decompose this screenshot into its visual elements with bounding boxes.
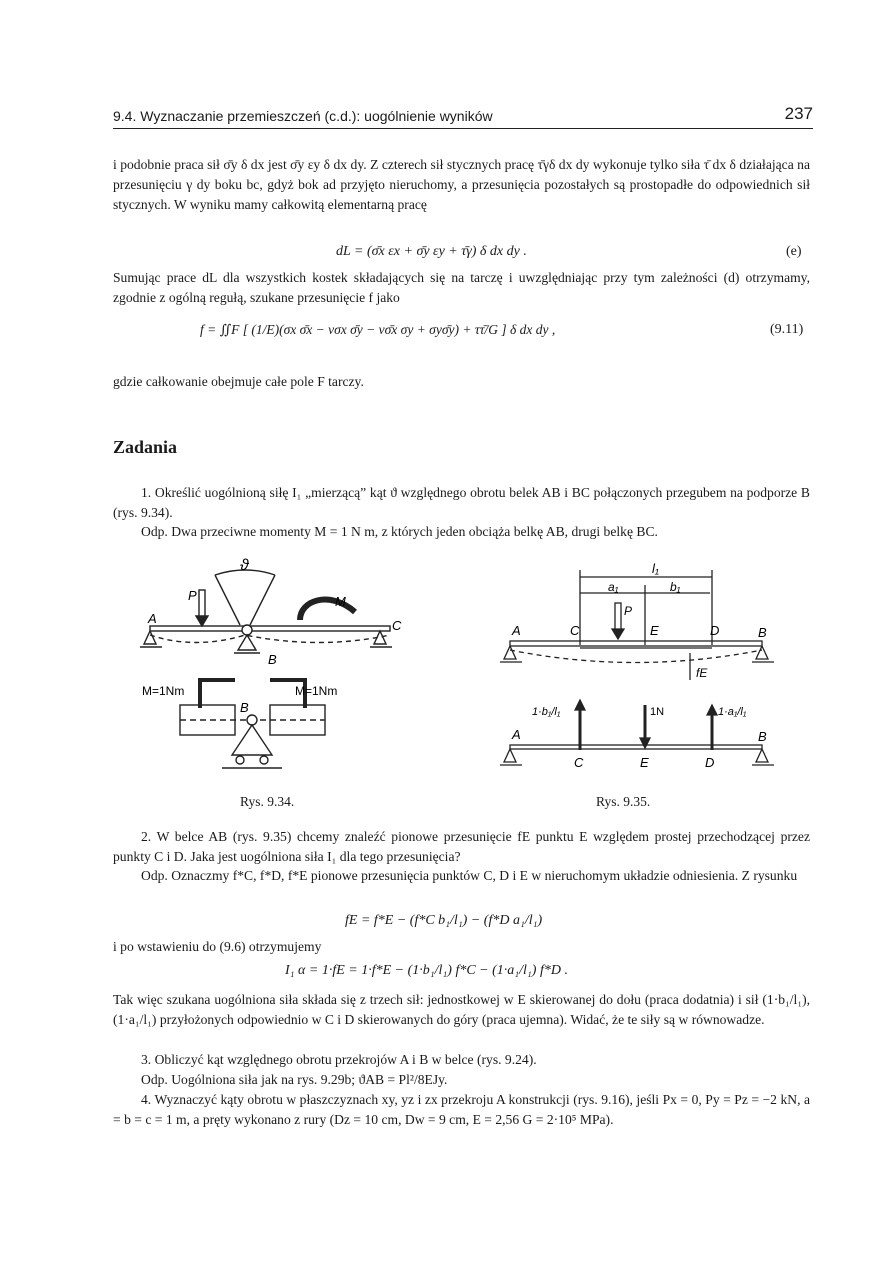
paragraph-summing: Sumując prace dL dla wszystkich kostek składających się na tarczę i uwzględniając przy tym zależności (d) otrzymamy, zgodnie z ogólną regułą, szukane przesunięcie f jako [113, 270, 810, 305]
label-b: B [758, 625, 767, 640]
running-title: 9.4. Wyznaczanie przemieszczeń (c.d.): uogólnienie wyników [113, 108, 493, 124]
caption-9-35: Rys. 9.35. [596, 794, 651, 809]
beam-left-detail [180, 705, 235, 735]
beam-lower [510, 745, 762, 749]
caption-9-34: Rys. 9.34. [240, 794, 295, 809]
hinge-b [242, 625, 252, 635]
label-m: M [335, 594, 346, 609]
beam-bc [250, 626, 390, 631]
figure-9-35 [500, 555, 790, 790]
label-c: C [392, 618, 402, 633]
equation-e: dL = (σ̄x εx + σ̄y εy + τ̄γ) δ dx dy . [336, 244, 527, 259]
label-force-d: 1·a₁/l₁ [718, 706, 747, 718]
label-a1: a₁ [608, 580, 619, 594]
answer-2: Odp. Oznaczmy f*C, f*D, f*E pionowe przesunięcia punktów C, D i E w nieruchomym układzie odniesienia. Z rysunku [141, 868, 798, 883]
label-moment-right: M=1Nm [295, 684, 338, 698]
theta-line-right [250, 575, 275, 625]
support-b-detail [232, 725, 272, 755]
label-force-c: 1·b₁/l₁ [532, 706, 561, 718]
label-c: C [570, 623, 580, 638]
equation-e-label: (e) [786, 244, 802, 259]
label-b-lower: B [758, 729, 767, 744]
paragraph-integration: gdzie całkowanie obejmuje całe pole F tarczy. [113, 374, 364, 389]
theta-line-left [215, 575, 240, 625]
label-e-lower: E [640, 755, 649, 770]
answer-1: Odp. Dwa przeciwne momenty M = 1 N m, z których jeden obciąża belkę AB, drugi belkę BC. [141, 524, 658, 539]
label-moment-left: M=1Nm [142, 684, 185, 698]
label-a: A [148, 611, 157, 626]
deflection-line [150, 635, 390, 643]
support-a [504, 646, 516, 659]
section-heading: Zadania [113, 437, 178, 457]
hinge-b-detail [247, 715, 257, 725]
paragraph-work: i podobnie praca sił σ̄y δ dx jest σ̄y εy δ dx dy. Z czterech sił stycznych pracę τ̄γδ dx dy wykonuje tylko siła τ̄ dx δ działająca na przesunięciu γ dy boku bc, gdyż bok ad przyjęto nieruchomy, a przesunięcia pozostałych są prostopadłe do odpowiednich sił stycznych. W wyniku mamy całkowitą elementarną pracę [113, 157, 810, 212]
label-b1: b₁ [670, 580, 681, 594]
support-b [756, 646, 768, 659]
paragraph-substitution: i po wstawieniu do (9.6) otrzymujemy [113, 939, 322, 954]
label-fe: fE [696, 666, 708, 680]
moment-left-arrow [200, 680, 235, 708]
label-p: P [188, 588, 197, 603]
label-b: B [268, 652, 277, 667]
label-d: D [710, 623, 720, 638]
paragraph-conclusion: Tak więc szukana uogólniona siła składa się z trzech sił: jednostkowej w E skierowanej do dołu (praca dodatnia) i sił (1·b₁/l₁), (1·a₁/l₁) przyłożonych odpowiednio w C i D skierowanych do góry (praca ujemna). Widać, że te siły są w równowadze. [113, 992, 810, 1027]
beam-right-detail [270, 705, 325, 735]
label-theta: ϑ [240, 557, 249, 574]
equation-fe: fE = f*E − (f*C b₁/l₁) − (f*D a₁/l₁) [345, 913, 543, 928]
deflection-line [510, 650, 762, 663]
label-l1: l₁ [652, 561, 659, 576]
page-number: 237 [784, 104, 813, 123]
task-2: 2. W belce AB (rys. 9.35) chcemy znaleźć pionowe przesunięcie fE punktu E względem prostej przechodzącej przez punkty C i D. Jaka jest uogólniona siła I₁ dla tego przesunięcia? [113, 829, 810, 864]
label-b-detail: B [240, 700, 249, 715]
task-3: 3. Obliczyć kąt względnego obrotu przekrojów A i B w belce (rys. 9.24). [141, 1052, 537, 1067]
label-d-lower: D [705, 755, 715, 770]
equation-9-11: f = ∬F [ (1/E)(σx σ̄x − νσx σ̄y − νσ̄x σy + σyσ̄y) + ττ̄/G ] δ dx dy , [200, 322, 556, 337]
label-p: P [624, 604, 633, 618]
support-a-lower [504, 749, 516, 762]
beam-ab [150, 626, 245, 631]
support-b [238, 635, 256, 650]
label-a-lower: A [512, 727, 521, 742]
equation-9-11-label: (9.11) [770, 322, 804, 337]
task-4: 4. Wyznaczyć kąty obrotu w płaszczyznach xy, yz i zx przekroju A konstrukcji (rys. 9.16), jeśli Px = 0, Py = Pz = −2 kN, a = b = c = 1 m, a pręty wykonano z rury (Dz = 10 cm, Dw = 9 cm, E = 2,56 G = 2·10⁵ MPa). [113, 1092, 810, 1127]
equation-i1: I₁ α = 1·fE = 1·f*E − (1·b₁/l₁) f*C − (1·a₁/l₁) f*D . [285, 963, 568, 978]
figure-9-34 [140, 550, 430, 790]
label-force-e: 1N [650, 706, 665, 718]
support-a [144, 631, 156, 644]
support-b-lower [756, 749, 768, 762]
moment-m-arrow [300, 600, 355, 620]
beam-ab [510, 641, 762, 646]
label-a: A [512, 623, 521, 638]
label-e: E [650, 623, 659, 638]
label-c-lower: C [574, 755, 584, 770]
answer-3: Odp. Uogólniona siła jak na rys. 9.29b; ϑAB = Pl²/8EJy. [141, 1072, 448, 1087]
running-header [113, 104, 813, 129]
task-1: 1. Określić uogólnioną siłę I₁ „mierzącą” kąt ϑ względnego obrotu belek AB i BC połączonych przegubem na podporze B (rys. 9.34). [113, 485, 810, 520]
